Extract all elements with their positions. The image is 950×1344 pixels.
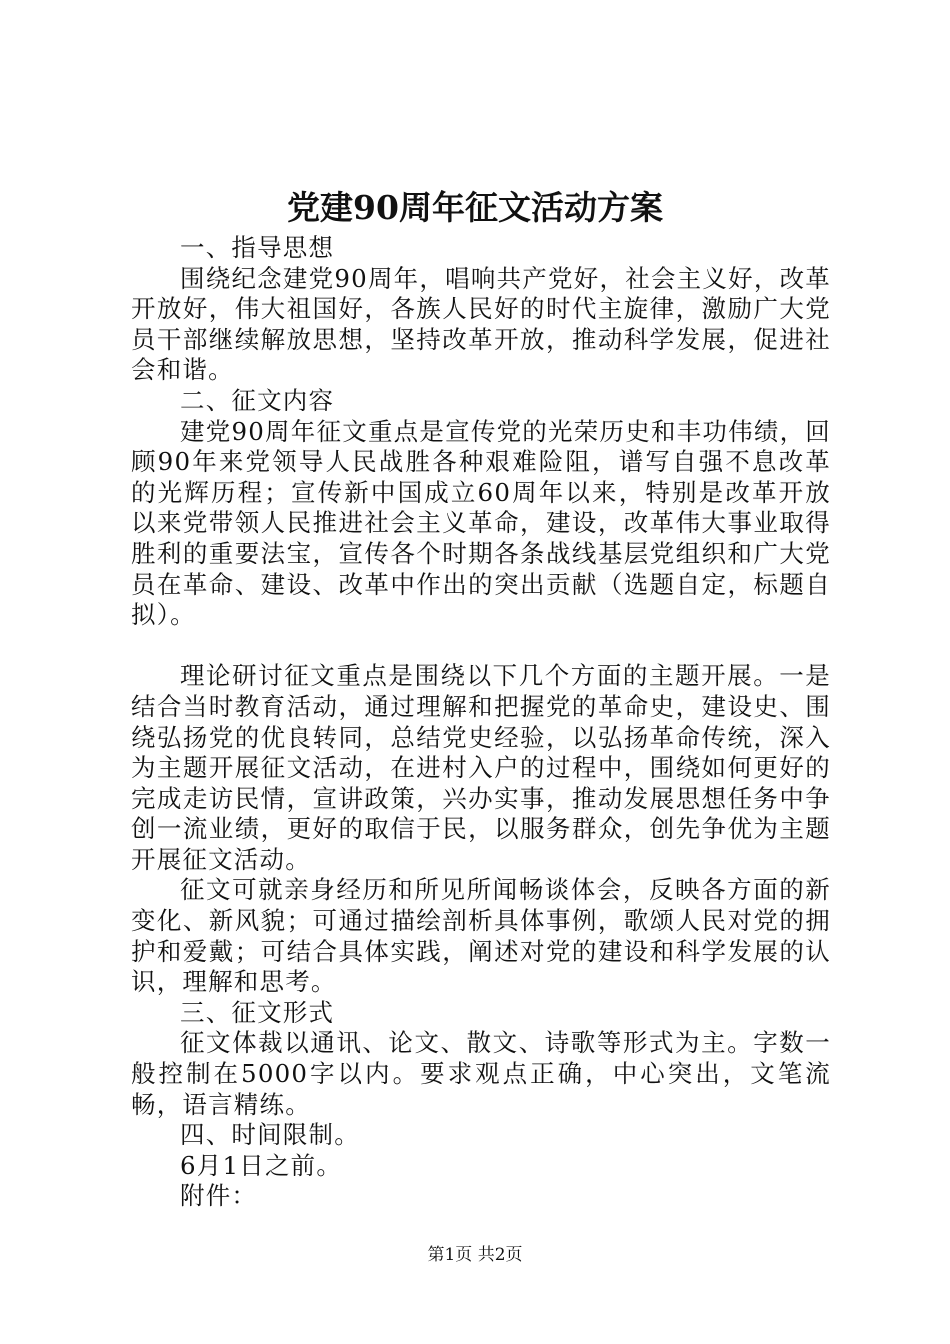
paragraph-attachment: 附件： [180, 1181, 258, 1211]
document-title: 党建90周年征文活动方案 [287, 188, 663, 227]
paragraph-essay-scope: 征文可就亲身经历和所见所闻畅谈体会，反映各方面的新变化、新风貌；可通过描绘剖析具体事例，歌颂人民对党的拥护和爱戴；可结合具体实践，阐述对党的建设和科学发展的认识，理解和思考。 [131, 875, 831, 997]
section-heading-essay-content: 二、征文内容 [180, 385, 335, 415]
section-heading-guiding-ideology: 一、指导思想 [180, 233, 335, 262]
blank-line [131, 631, 831, 662]
section-heading-essay-form: 三、征文形式 [180, 997, 335, 1027]
paragraph-essay-form: 征文体裁以通讯、论文、散文、诗歌等形式为主。字数一般控制在5000字以内。要求观点正确，中心突出，文笔流畅，语言精练。 [131, 1028, 831, 1119]
paragraph-essay-content: 建党90周年征文重点是宣传党的光荣历史和丰功伟绩，回顾90年来党领导人民战胜各种艰难险阻，谱写自强不息改革的光辉历程；宣传新中国成立60周年以来，特别是改革开放以来党带领人民推进社会主义革命，建设，改革伟大事业取得胜利的重要法宝，宣传各个时期各条战线基层党组织和广大党员在革命、建设、改革中作出的突出贡献（选题自定，标题自拟）。 [131, 416, 831, 630]
paragraph-deadline: 6月1日之前。 [180, 1150, 343, 1180]
paragraph-theory-research: 理论研讨征文重点是围绕以下几个方面的主题开展。一是结合当时教育活动，通过理解和把握党的革命史，建设史、围绕弘扬党的优良转同，总结党史经验，以弘扬革命传统，深入为主题开展征文活动，在进村入户的过程中，围绕如何更好的完成走访民情，宣讲政策，兴办实事，推动发展思想任务中争创一流业绩，更好的取信于民，以服务群众，创先争优为主题开展征文活动。 [131, 661, 831, 874]
document-body [131, 233, 831, 1212]
paragraph-guiding-ideology: 围绕纪念建党90周年，唱响共产党好，社会主义好，改革开放好，伟大祖国好，各族人民好的时代主旋律，激励广大党员干部继续解放思想，坚持改革开放，推动科学发展，促进社会和谐。 [131, 263, 831, 385]
page-footer: 第1页 共2页 [427, 1245, 523, 1265]
section-heading-time-limit: 四、时间限制。 [180, 1120, 360, 1150]
